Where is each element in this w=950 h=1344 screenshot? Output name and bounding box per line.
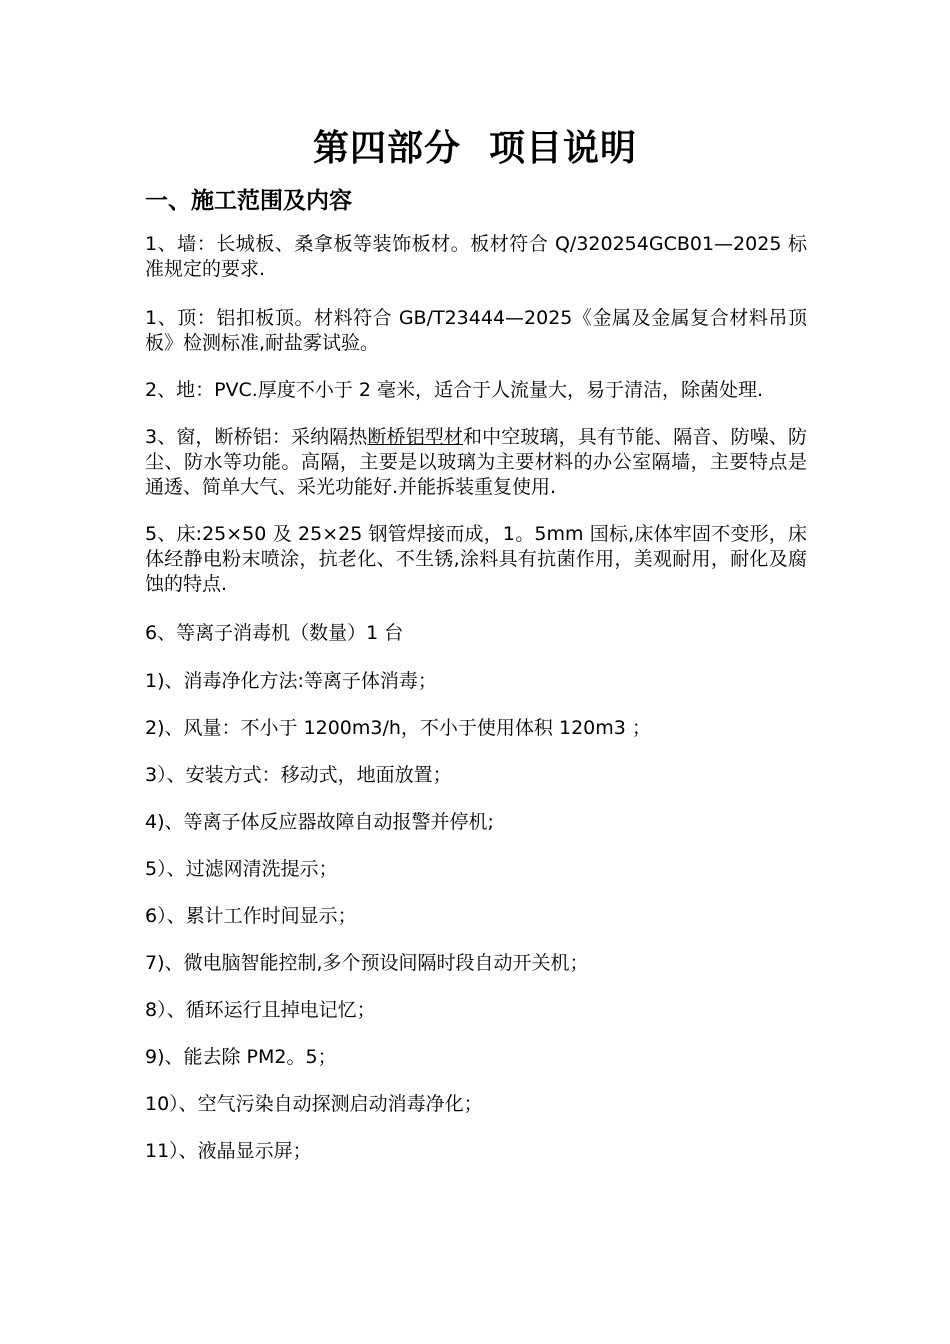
paragraph-text: 2)、风量：不小于 1200m3/h，不小于使用体积 120m3 ； xyxy=(145,717,651,739)
paragraph-text: 1)、消毒净化方法:等离子体消毒； xyxy=(145,670,437,692)
paragraph-text: 5、床:25×50 及 25×25 钢管焊接而成，1。5mm 国标,床体牢固不变形，床体经静电粉末喷涂，抗老化、不生锈,涂料具有抗菌作用，美观耐用，耐化及腐蚀的特点. xyxy=(145,523,807,595)
list-item xyxy=(145,669,807,694)
paragraph-wall xyxy=(145,232,807,282)
paragraph-ceiling xyxy=(145,306,807,356)
paragraph-bed xyxy=(145,522,807,597)
paragraph-text: 8）、循环运行且掉电记忆； xyxy=(145,999,376,1021)
paragraph-text: 1、顶：铝扣板顶。材料符合 GB/T23444—2025《金属及金属复合材料吊顶板》检测标准,耐盐雾试验。 xyxy=(145,307,807,354)
list-item xyxy=(145,1139,807,1164)
title-part-1: 第四部分 xyxy=(312,127,461,169)
list-item xyxy=(145,904,807,929)
paragraph-text: 1、墙：长城板、桑拿板等装饰板材。板材符合 Q/320254GCB01—2025 标准规定的要求. xyxy=(145,233,807,280)
paragraph-text: 6、等离子消毒机（数量）1 台 xyxy=(145,622,404,644)
section-heading: 一、施工范围及内容 xyxy=(145,187,352,214)
list-item xyxy=(145,951,807,976)
paragraph-text: 5）、过滤网清洗提示； xyxy=(145,858,338,880)
title-part-2: 项目说明 xyxy=(489,127,638,169)
paragraph-text: 4)、等离子体反应器故障自动报警并停机; xyxy=(145,811,494,833)
list-item xyxy=(145,763,807,788)
paragraph-text: 7)、微电脑智能控制,多个预设间隔时段自动开关机； xyxy=(145,952,589,974)
underlined-term: 断桥铝型材 xyxy=(367,426,464,448)
paragraph-disinfector xyxy=(145,621,807,646)
list-item xyxy=(145,810,807,835)
paragraph-window xyxy=(145,425,807,500)
paragraph-text: 3、窗，断桥铝：采纳隔热 xyxy=(145,426,368,448)
page-title xyxy=(0,120,950,171)
list-item xyxy=(145,1092,807,1117)
document-body xyxy=(145,232,807,1164)
list-item xyxy=(145,857,807,882)
paragraph-text: 和中空玻璃，具有节能、隔音、防噪、防尘、防水等功能。高隔，主要是以玻璃为主要材料的办公室隔墙，主要特点是通透、简单大气、采光功能好.并能拆装重复使用. xyxy=(145,426,807,498)
paragraph-text: 2、地：PVC.厚度不小于 2 毫米，适合于人流量大，易于清洁，除菌处理. xyxy=(145,379,764,401)
paragraph-text: 6）、累计工作时间显示； xyxy=(145,905,357,927)
paragraph-floor xyxy=(145,378,807,403)
paragraph-text: 3）、安装方式：移动式，地面放置； xyxy=(145,764,452,786)
list-item xyxy=(145,1045,807,1070)
paragraph-text: 10）、空气污染自动探测启动消毒净化； xyxy=(145,1093,483,1115)
paragraph-text: 11）、液晶显示屏； xyxy=(145,1140,312,1162)
list-item xyxy=(145,716,807,741)
paragraph-text: 9)、能去除 PM2。5； xyxy=(145,1046,337,1068)
list-item xyxy=(145,998,807,1023)
